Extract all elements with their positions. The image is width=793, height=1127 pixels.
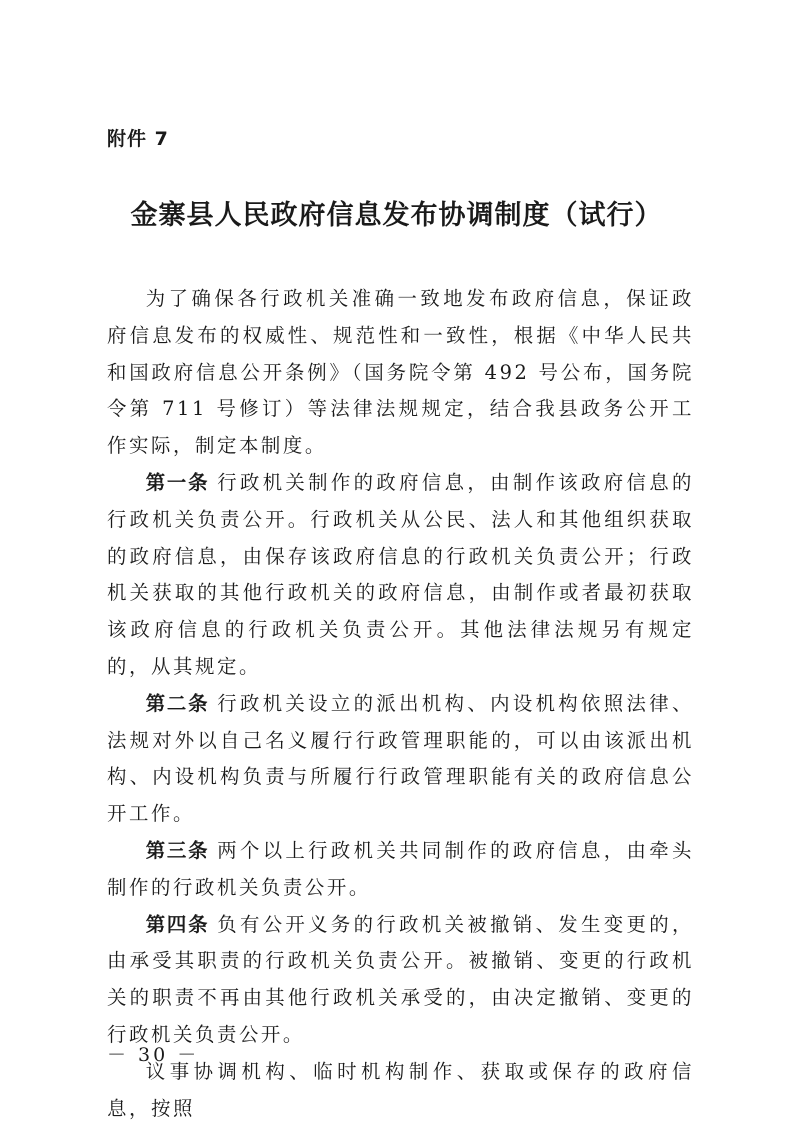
article-3 bbox=[107, 833, 694, 907]
article-4-label: 第四条 bbox=[145, 912, 210, 936]
intro-paragraph: 为了确保各行政机关准确一致地发布政府信息，保证政府信息发布的权威性、规范性和一致性，根据《中华人民共和国政府信息公开条例》（国务院令第 492 号公布，国务院令第 711 号修订）等法律法规规定，结合我县政务公开工作实际，制定本制度。 bbox=[107, 287, 694, 458]
article-1-text: 行政机关制作的政府信息，由制作该政府信息的行政机关负责公开。行政机关从公民、法人和其他组织获取的政府信息，由保存该政府信息的行政机关负责公开；行政机关获取的其他行政机关的政府信息，由制作或者最初获取该政府信息的行政机关负责公开。其他法律法规另有规定的，从其规定。 bbox=[107, 470, 694, 678]
page-number: － 30 － bbox=[107, 1044, 200, 1066]
article-1-label: 第一条 bbox=[145, 470, 210, 494]
attachment-label: 附件 7 bbox=[107, 128, 169, 150]
article-2-label: 第二条 bbox=[145, 691, 210, 715]
article-4 bbox=[107, 907, 694, 1054]
article-1 bbox=[107, 465, 694, 686]
article-2-text: 行政机关设立的派出机构、内设机构依照法律、法规对外以自己名义履行行政管理职能的，可以由该派出机构、内设机构负责与所履行行政管理职能有关的政府信息公开工作。 bbox=[107, 691, 694, 826]
article-3-label: 第三条 bbox=[145, 838, 210, 862]
article-4-text: 负有公开义务的行政机关被撤销、发生变更的，由承受其职责的行政机关负责公开。被撤销、变更的行政机关的职责不再由其他行政机关承受的，由决定撤销、变更的行政机关负责公开。 bbox=[107, 912, 694, 1046]
article-2 bbox=[107, 686, 694, 833]
article-3-text: 两个以上行政机关共同制作的政府信息，由牵头制作的行政机关负责公开。 bbox=[107, 838, 694, 899]
continuation-paragraph: 议事协调机构、临时机构制作、获取或保存的政府信息，按照 bbox=[107, 1059, 694, 1120]
document-body bbox=[107, 281, 694, 1127]
document-title: 金寨县人民政府信息发布协调制度（试行） bbox=[130, 200, 663, 231]
